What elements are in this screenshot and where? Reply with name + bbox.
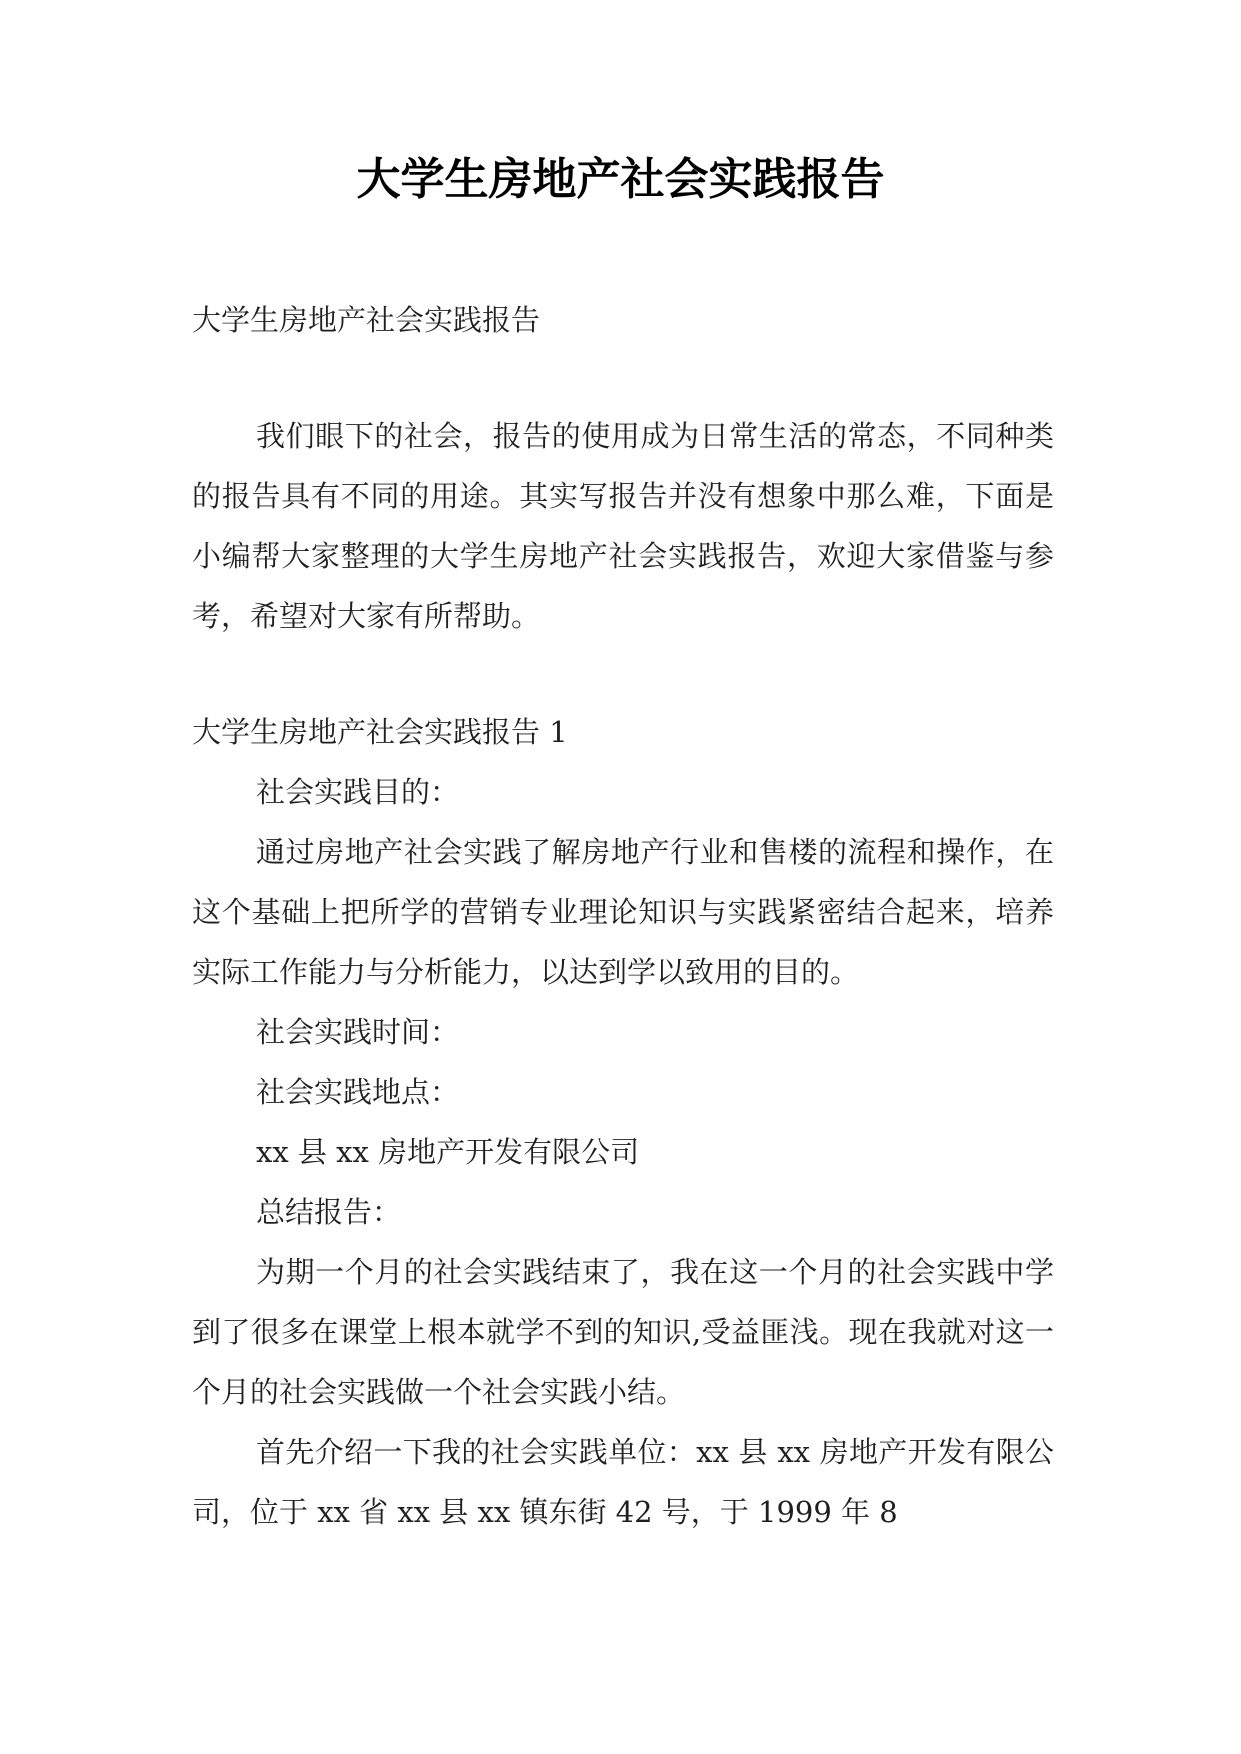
time-label: 社会实践时间： [256,1015,460,1049]
section-heading: 大学生房地产社会实践报告 1 [192,715,568,749]
summary-paragraph-1: 为期一个月的社会实践结束了，我在这一个月的社会实践中学到了很多在课堂上根本就学不到的知识,受益匪浅。现在我就对这一个月的社会实践做一个社会实践小结。 [192,1255,1054,1409]
document-subtitle: 大学生房地产社会实践报告 [192,303,541,337]
purpose-paragraph: 通过房地产社会实践了解房地产行业和售楼的流程和操作，在这个基础上把所学的营销专业理论知识与实践紧密结合起来，培养实际工作能力与分析能力，以达到学以致用的目的。 [192,835,1054,989]
place-label: 社会实践地点： [256,1075,460,1109]
summary-paragraph-2: 首先介绍一下我的社会实践单位：xx 县 xx 房地产开发有限公司，位于 xx 省 xx 县 xx 镇东街 42 号，于 1999 年 8 [192,1435,1054,1529]
purpose-label: 社会实践目的： [256,775,460,809]
document-title: 大学生房地产社会实践报告 [356,154,885,205]
intro-paragraph: 我们眼下的社会，报告的使用成为日常生活的常态，不同种类的报告具有不同的用途。其实写报告并没有想象中那么难，下面是小编帮大家整理的大学生房地产社会实践报告，欢迎大家借鉴与参考，希望对大家有所帮助。 [192,419,1054,633]
place-value: xx 县 xx 房地产开发有限公司 [256,1135,640,1169]
document-body [192,290,1054,1542]
summary-label: 总结报告： [256,1195,402,1229]
